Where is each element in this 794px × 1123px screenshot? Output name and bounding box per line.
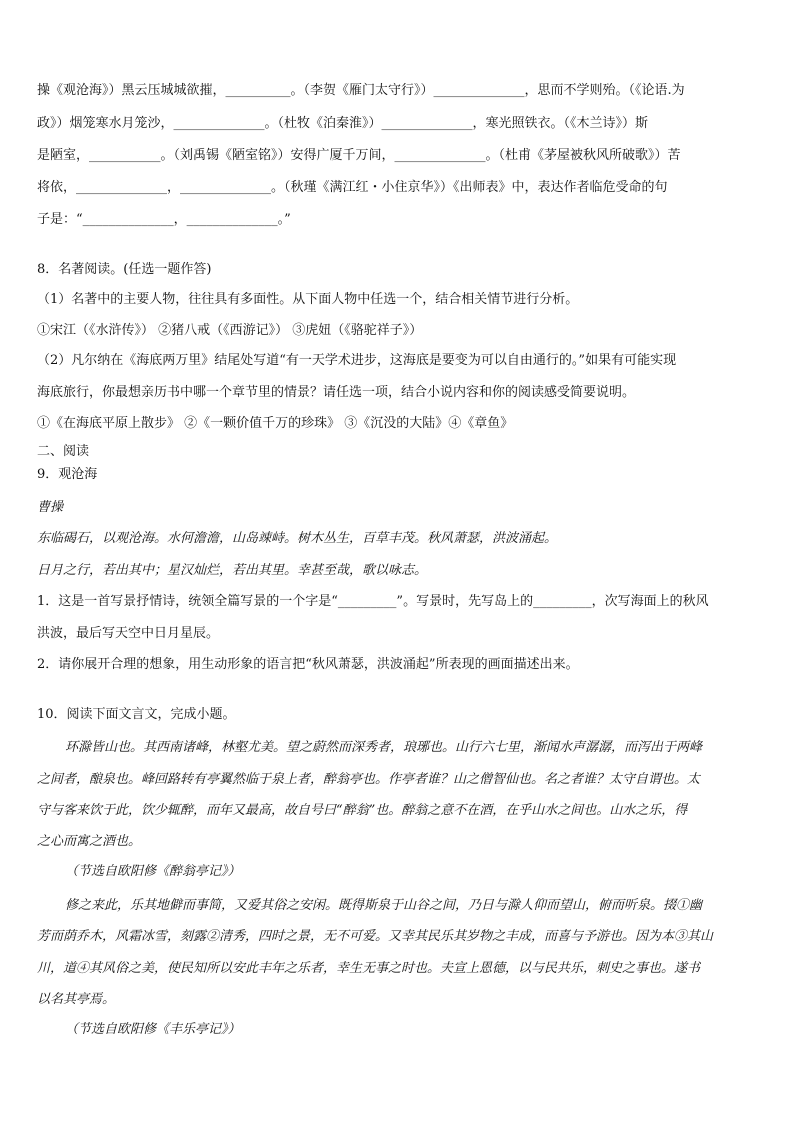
q10-title: 10．阅读下面文言文，完成小题。 bbox=[37, 707, 236, 722]
q9-sub1-line2: 洪波，最后写天空中日月星辰。 bbox=[37, 626, 220, 641]
poem-line-2: 日月之行，若出其中；星汉灿烂，若出其里。幸甚至哉，歌以咏志。 bbox=[37, 563, 428, 578]
passage-a-line1: 环滁皆山也。其西南诸峰，林壑尤美。望之蔚然而深秀者，琅琊也。山行六七里，渐闻水声潺潺，而泻出于两峰 bbox=[65, 740, 703, 755]
section-heading: 二、阅读 bbox=[37, 444, 90, 459]
poem-line-1: 东临碣石，以观沧海。水何澹澹，山岛竦峙。树木丛生，百草丰茂。秋风萧瑟，洪波涌起。 bbox=[37, 531, 558, 546]
passage-a-line2: 之间者，酿泉也。峰回路转有亭翼然临于泉上者，醉翁亭也。作亭者谁？山之僧智仙也。名之者谁？太守自谓也。太 bbox=[37, 772, 701, 787]
q7-line-1: 操《观沧海》）黑云压城城欲摧，__________。（李贺《雁门太守行》）______________，思而不学则殆。（《论语.为 bbox=[37, 83, 685, 98]
q8-part2-line1: （2）凡尔纳在《海底两万里》结尾处写道“有一天学术进步，这海底是要变为可以自由通行的。”如果有可能实现 bbox=[37, 353, 677, 368]
passage-a-source: （节选自欧阳修《醉翁亭记》） bbox=[65, 864, 241, 879]
passage-a-line3: 守与客来饮于此，饮少辄醉，而年又最高，故自号曰“醉翁”也。醉翁之意不在酒，在乎山水之间也。山水之乐，得 bbox=[37, 803, 688, 818]
passage-b-line3: 川，道④其风俗之美，使民知所以安此丰年之乐者，幸生无事之时也。夫宣上恩德，以与民共乐，刺史之事也。遂书 bbox=[37, 961, 701, 976]
q8-title: 8．名著阅读。(任选一题作答) bbox=[37, 262, 212, 277]
passage-b-line2: 芳而荫乔木，风霜冰雪，刻露②清秀，四时之景，无不可爱。又幸其民乐其岁物之丰成，而喜与予游也。因为本③其山 bbox=[37, 929, 714, 944]
poem-author: 曹操 bbox=[37, 500, 64, 515]
q7-line-2: 政》）烟笼寒水月笼沙，______________。（杜牧《泊秦淮》）______________，寒光照铁衣。（《木兰诗》）斯 bbox=[37, 116, 649, 131]
q8-part2-line2: 海底旅行，你最想亲历书中哪一个章节里的情景？请任选一项，结合小说内容和你的阅读感受简要说明。 bbox=[37, 385, 636, 400]
q9-sub1-line1: 1．这是一首写景抒情诗，统领全篇写景的一个字是“_________”。写景时，先写岛上的_________，次写海面上的秋风 bbox=[37, 594, 709, 609]
q7-line-5: 子是：“______________，______________。” bbox=[37, 212, 291, 227]
q7-line-3: 是陋室，___________。（刘禹锡《陋室铭》）安得广厦千万间，______________。（杜甫《茅屋被秋风所破歌》）苦 bbox=[37, 148, 681, 163]
passage-a-line4: 之心而寓之酒也。 bbox=[37, 834, 142, 849]
q9-title: 9．观沧海 bbox=[37, 467, 98, 482]
passage-b-line4: 以名其亭焉。 bbox=[37, 992, 116, 1007]
q8-part1-options: ①宋江（《水浒传》） ②猪八戒（《西游记》） ③虎妞（《骆驼祥子》） bbox=[37, 323, 423, 338]
q8-part2-options: ①《在海底平原上散步》 ②《一颗价值千万的珍珠》 ③《沉没的大陆》④《章鱼》 bbox=[37, 416, 514, 431]
passage-b-source: （节选自欧阳修《丰乐亭记》） bbox=[65, 1022, 241, 1037]
q9-sub2: 2．请你展开合理的想象，用生动形象的语言把“秋风萧瑟，洪波涌起”所表现的画面描述出来。 bbox=[37, 657, 579, 672]
q7-line-4: 将依，______________，______________。（秋瑾《满江红・小住京华》）《出师表》中，表达作者临危受命的句 bbox=[37, 180, 668, 195]
passage-b-line1: 修之来此，乐其地僻而事简，又爱其俗之安闲。既得斯泉于山谷之间，乃日与滁人仰而望山，俯而听泉。掇①幽 bbox=[65, 898, 703, 913]
q8-part1: （1）名著中的主要人物，往往具有多面性。从下面人物中任选一个，结合相关情节进行分析。 bbox=[37, 292, 579, 307]
